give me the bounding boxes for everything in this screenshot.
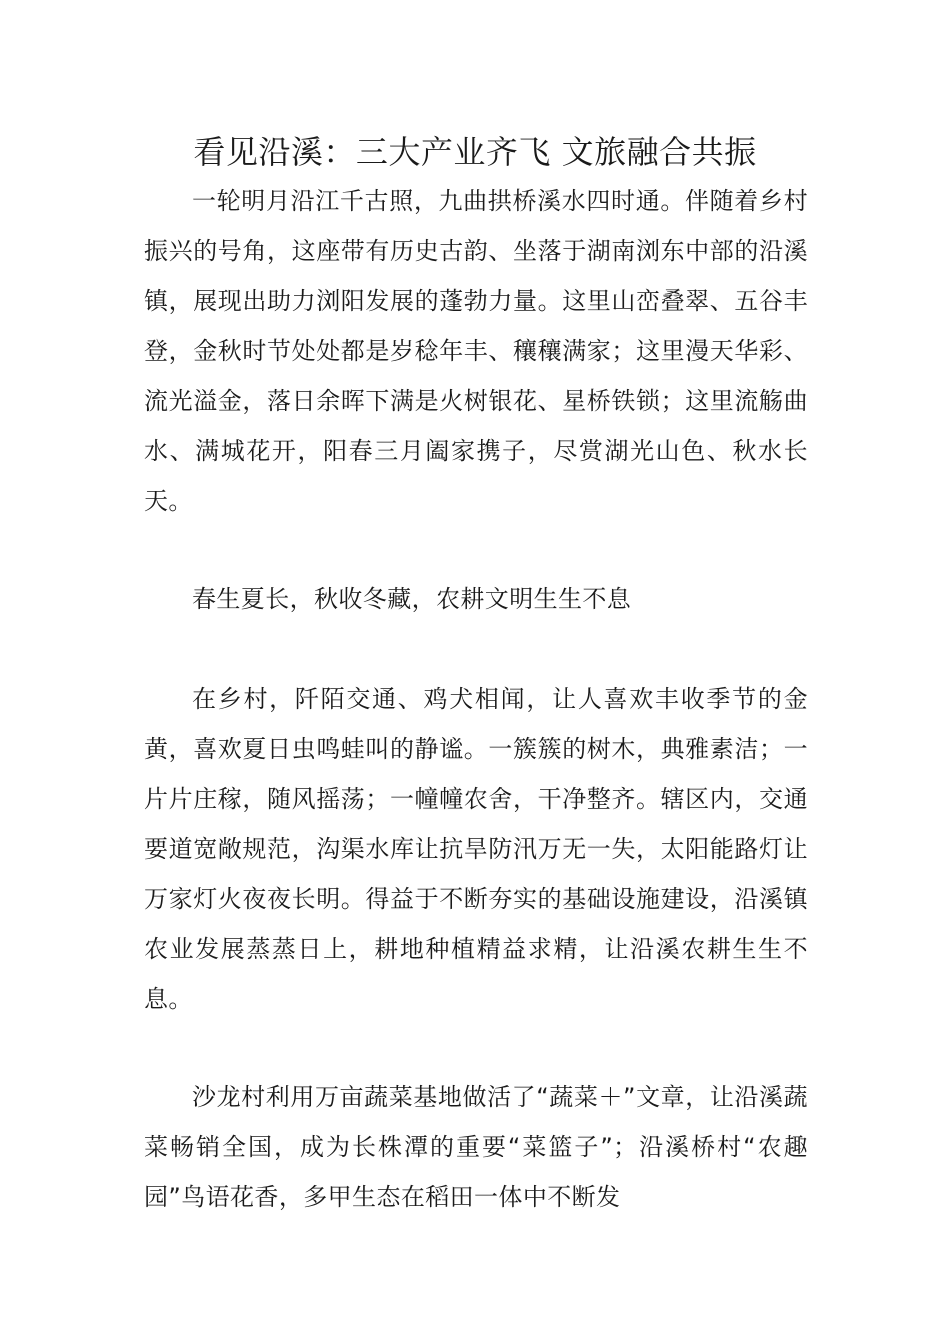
section-heading: 春生夏长，秋收冬藏，农耕文明生生不息 — [192, 585, 632, 613]
paragraph-intro: 一轮明月沿江千古照，九曲拱桥溪水四时通。伴随着乡村振兴的号角，这座带有历史古韵、坐落于湖南浏东中部的沿溪镇，展现出助力浏阳发展的蓬勃力量。这里山峦叠翠、五谷丰登，金秋时节处处都是岁稔年丰、穰穰满家；这里漫天华彩、流光溢金，落日余晖下满是火树银花、星桥铁锁；这里流觞曲水、满城花开，阳春三月阖家携子，尽赏湖光山色、秋水长天。 — [144, 187, 808, 515]
document-title: 看见沿溪：三大产业齐飞 文旅融合共振 — [193, 133, 757, 171]
paragraph-countryside: 在乡村，阡陌交通、鸡犬相闻，让人喜欢丰收季节的金黄，喜欢夏日虫鸣蛙叫的静谧。一簇簇的树木，典雅素洁；一片片庄稼，随风摇荡；一幢幢农舍，干净整齐。辖区内，交通要道宽敞规范，沟渠水库让抗旱防汛万无一失，太阳能路灯让万家灯火夜夜长明。得益于不断夯实的基础设施建设，沿溪镇农业发展蒸蒸日上，耕地种植精益求精，让沿溪农耕生生不息。 — [144, 685, 808, 1013]
paragraph-villages: 沙龙村利用万亩蔬菜基地做活了“蔬菜＋”文章，让沿溪蔬菜畅销全国，成为长株潭的重要“菜篮子”；沿溪桥村“农趣园”鸟语花香，多甲生态在稻田一体中不断发 — [144, 1083, 808, 1211]
